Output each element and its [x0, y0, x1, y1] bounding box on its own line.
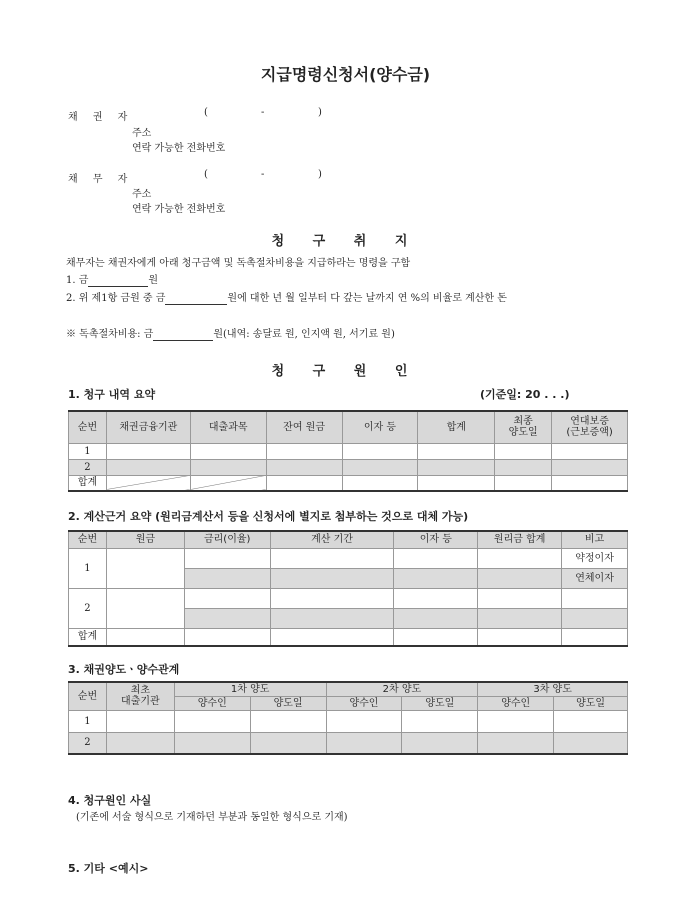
debtor-label: 채 무 자	[68, 174, 134, 185]
col-interest: 이자 등	[342, 411, 418, 443]
debtor-paren-open: (	[204, 169, 208, 180]
col-transfer-2: 2차 양도	[326, 682, 478, 696]
total-row	[69, 628, 628, 646]
claim-item-2-prefix: 2. 위 제1항 금원 중 금	[66, 293, 166, 304]
claim-cost	[66, 325, 395, 341]
creditor-label: 채 권 자	[68, 112, 134, 123]
claim-item-2-suffix: 원에 대한 년 월 일부터 다 갚는 날까지 연 %의 비율로 계산한 돈	[227, 293, 507, 304]
transfer-table	[68, 681, 628, 755]
col-note: 비고	[562, 531, 628, 548]
col-principal: 원금	[106, 531, 184, 548]
page-title: 지급명령신청서(양수금)	[260, 65, 431, 84]
col-institution: 채권금융기관	[106, 411, 190, 443]
debtor-phone: 연락 가능한 전화번호	[132, 204, 226, 215]
claim-item-1	[66, 271, 158, 287]
col-assignee: 양수인	[478, 696, 554, 710]
table-row	[69, 732, 628, 754]
col-sum: 원리금 합계	[478, 531, 562, 548]
col-guarantee: 연대보증 (근보증액)	[552, 411, 628, 443]
col-no: 순번	[69, 531, 107, 548]
col-rate: 금리(이율)	[184, 531, 270, 548]
row-number: 2	[69, 732, 107, 754]
row-number: 1	[69, 710, 107, 732]
col-no: 순번	[69, 682, 107, 710]
creditor-paren-close: )	[318, 107, 322, 118]
section4-desc: (기존에 서술 형식으로 기재하던 부분과 동일한 형식으로 기재)	[76, 812, 348, 823]
creditor-dash: -	[261, 107, 265, 118]
table-row	[69, 588, 628, 608]
creditor-paren-open: (	[204, 107, 208, 118]
note-contract-interest: 약정이자	[562, 548, 628, 568]
table-row	[69, 710, 628, 732]
total-label: 합계	[69, 628, 107, 646]
calculation-table	[68, 530, 628, 647]
col-first-lender: 최초 대출기관	[106, 682, 174, 710]
total-row	[69, 475, 628, 491]
row-number: 1	[69, 443, 107, 459]
table-row	[69, 459, 628, 475]
col-last-transfer: 최종 양도일	[495, 411, 552, 443]
total-label: 합계	[69, 475, 107, 491]
col-assignee: 양수인	[174, 696, 250, 710]
col-transfer-3: 3차 양도	[478, 682, 628, 696]
claim-cost-suffix: 원(내역: 송달료 원, 인지액 원, 서기료 원)	[213, 329, 395, 340]
col-loan-type: 대출과목	[190, 411, 266, 443]
creditor-phone: 연락 가능한 전화번호	[132, 143, 226, 154]
table-row	[69, 548, 628, 568]
section1-title: 1. 청구 내역 요약	[68, 388, 156, 401]
claim-cost-prefix: ※ 독촉절차비용: 금	[66, 329, 154, 340]
col-transfer-date: 양도일	[554, 696, 628, 710]
row-number: 2	[69, 459, 107, 475]
row-number: 2	[69, 588, 107, 628]
claim-summary-table	[68, 410, 628, 492]
section4-title: 4. 청구원인 사실	[68, 794, 152, 807]
col-no: 순번	[69, 411, 107, 443]
claim-item-1-prefix: 1. 금	[66, 275, 89, 286]
claim-cause-heading: 청 구 원 인	[271, 364, 420, 379]
claim-item-2	[66, 289, 507, 305]
note-late-interest: 연체이자	[562, 568, 628, 588]
base-date: (기준일: 20 . . .)	[480, 388, 570, 401]
debtor-paren-close: )	[318, 169, 322, 180]
claim-purpose-intro: 채무자는 채권자에게 아래 청구금액 및 독촉절차비용을 지급하라는 명령을 구함	[66, 258, 411, 269]
col-transfer-date: 양도일	[250, 696, 326, 710]
debtor-dash: -	[261, 169, 265, 180]
col-principal: 잔여 원금	[266, 411, 342, 443]
col-transfer-date: 양도일	[402, 696, 478, 710]
claim-item-1-suffix: 원	[148, 275, 159, 286]
col-total: 합계	[418, 411, 495, 443]
debtor-address: 주소	[132, 189, 152, 200]
claim-purpose-heading: 청 구 취 지	[271, 234, 420, 249]
col-interest: 이자 등	[394, 531, 478, 548]
col-assignee: 양수인	[326, 696, 402, 710]
section5-title: 5. 기타 <예시>	[68, 862, 149, 875]
table-row	[69, 443, 628, 459]
section2-title: 2. 계산근거 요약 (원리금계산서 등을 신청서에 별지로 첨부하는 것으로 대체 가능)	[68, 510, 469, 523]
row-number: 1	[69, 548, 107, 588]
col-transfer-1: 1차 양도	[174, 682, 326, 696]
col-period: 계산 기간	[270, 531, 394, 548]
section3-title: 3. 채권양도ㆍ양수관계	[68, 663, 180, 676]
creditor-address: 주소	[132, 128, 152, 139]
